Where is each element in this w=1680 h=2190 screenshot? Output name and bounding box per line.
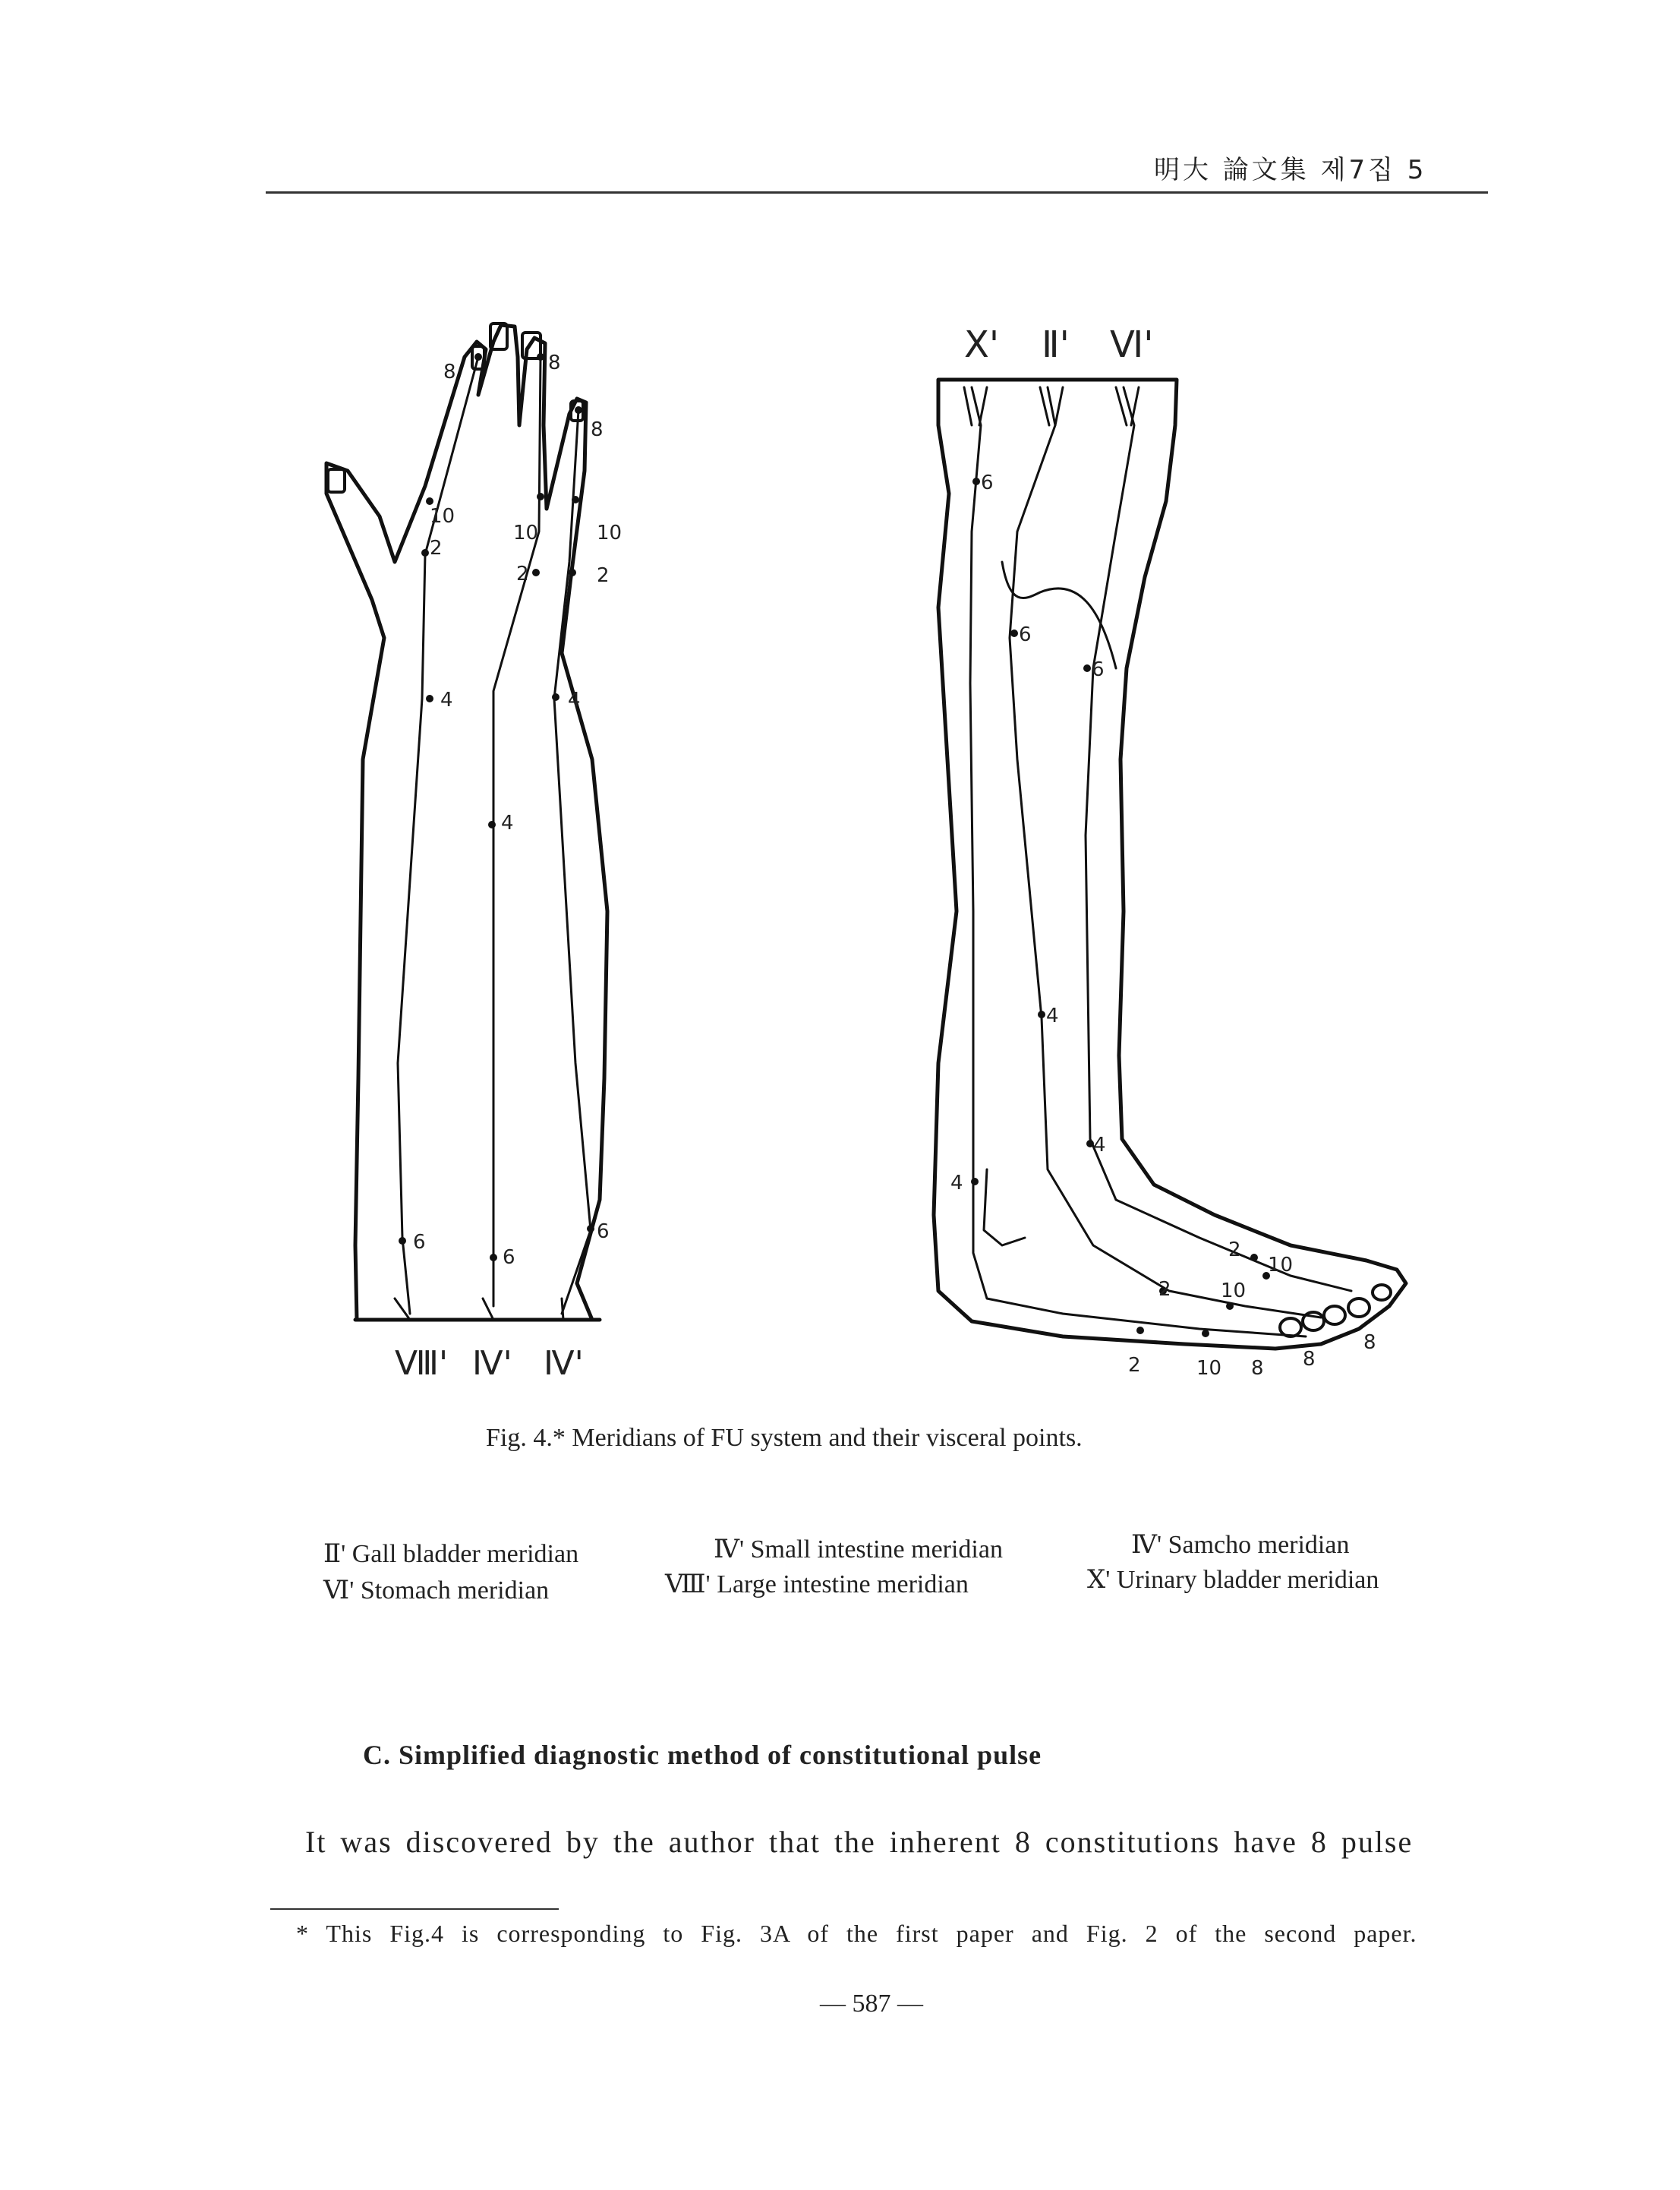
leg-meridian-right xyxy=(1086,387,1351,1291)
leg-label-2b: 2 xyxy=(1158,1278,1171,1301)
leg-meridian-left xyxy=(970,387,1306,1336)
legend-item-stomach xyxy=(323,1575,549,1605)
arm-label-2a: 2 xyxy=(430,537,443,560)
leg-label-4c: 4 xyxy=(950,1172,963,1194)
arm-label-2c: 2 xyxy=(597,564,610,587)
section-heading: C. Simplified diagnostic method of constitutional pulse xyxy=(363,1740,1042,1770)
arm-meridian-left xyxy=(398,357,478,1314)
leg-label-10b: 10 xyxy=(1221,1280,1247,1302)
arm-label-8a: 8 xyxy=(443,361,456,383)
legend-label: Stomach meridian xyxy=(360,1576,550,1605)
leg-label-6b: 6 xyxy=(1019,623,1032,646)
leg-label-6c: 6 xyxy=(1092,658,1105,681)
leg-label-8b: 8 xyxy=(1303,1348,1316,1371)
arm-label-6a: 6 xyxy=(413,1231,426,1254)
leg-label-10a: 10 xyxy=(1268,1254,1294,1276)
body-paragraph: It was discovered by the author that the inherent 8 constitutions have 8 pulse xyxy=(305,1825,1414,1859)
legend-label: Samcho meridian xyxy=(1168,1531,1350,1559)
leg-roman-vi: Ⅵ' xyxy=(1110,323,1154,366)
legend-code: Ⅳ' xyxy=(1131,1531,1162,1559)
legend-item-gall-bladder xyxy=(323,1538,578,1569)
legend-label: Gall bladder meridian xyxy=(351,1540,579,1568)
legend-item-urinary-bladder xyxy=(1087,1564,1379,1595)
legend-item-small-intestine xyxy=(714,1534,1003,1564)
leg-roman-ii: Ⅱ' xyxy=(1042,323,1070,366)
leg-roman-x: Ⅹ' xyxy=(964,323,1000,366)
footnote: * This Fig.4 is corresponding to Fig. 3A of the first paper and Fig. 2 of the second paper. xyxy=(296,1920,1417,1947)
arm-label-8c: 8 xyxy=(591,418,604,441)
arm-label-10c: 10 xyxy=(597,522,623,544)
leg-label-2c: 2 xyxy=(1128,1354,1141,1377)
arm-roman-iv-a: Ⅳ' xyxy=(472,1344,512,1383)
leg-label-8c: 8 xyxy=(1363,1331,1376,1354)
legend-label: Urinary bladder meridian xyxy=(1116,1566,1379,1594)
legend-code: Ⅱ' xyxy=(323,1540,346,1568)
leg-label-8a: 8 xyxy=(1251,1357,1264,1380)
legend-label: Large intestine meridian xyxy=(717,1570,969,1598)
arm-label-2b: 2 xyxy=(516,563,529,585)
arm-label-10a: 10 xyxy=(430,505,455,528)
leg-outline xyxy=(934,380,1406,1349)
leg-label-4b: 4 xyxy=(1093,1134,1106,1157)
arm-roman-iv-b: Ⅳ' xyxy=(544,1344,584,1383)
leg-label-4a: 4 xyxy=(1046,1005,1059,1027)
arm-label-6c: 6 xyxy=(597,1220,610,1243)
footnote-rule xyxy=(270,1908,559,1910)
legend-label: Small intestine meridian xyxy=(750,1535,1003,1564)
legend-code: Ⅳ' xyxy=(714,1535,745,1564)
figure-caption: Fig. 4.* Meridians of FU system and their visceral points. xyxy=(486,1424,1083,1452)
legend-item-large-intestine xyxy=(665,1569,969,1599)
legend-code: Ⅵ' xyxy=(323,1576,355,1605)
legend-code: Ⅹ' xyxy=(1087,1566,1111,1594)
page-number: — 587 — xyxy=(820,1990,923,2018)
leg-meridian-mid xyxy=(1010,387,1321,1317)
arm-label-8b: 8 xyxy=(548,352,561,374)
leg-label-6a: 6 xyxy=(981,472,994,494)
arm-label-4c: 4 xyxy=(568,689,581,712)
arm-label-4b: 4 xyxy=(501,812,514,835)
legend-item-samcho xyxy=(1131,1529,1349,1560)
running-header: 明大 論文集 제7집 5 xyxy=(1154,155,1427,185)
legend-code: Ⅷ' xyxy=(665,1570,711,1598)
leg-label-2a: 2 xyxy=(1228,1239,1241,1261)
arm-roman-viii: Ⅷ' xyxy=(395,1344,449,1383)
arm-meridian-right xyxy=(554,410,591,1314)
arm-label-10b: 10 xyxy=(513,522,539,544)
arm-label-6b: 6 xyxy=(503,1246,515,1269)
leg-label-10c: 10 xyxy=(1196,1357,1222,1380)
arm-label-4a: 4 xyxy=(440,689,453,712)
arm-outline xyxy=(326,325,607,1320)
